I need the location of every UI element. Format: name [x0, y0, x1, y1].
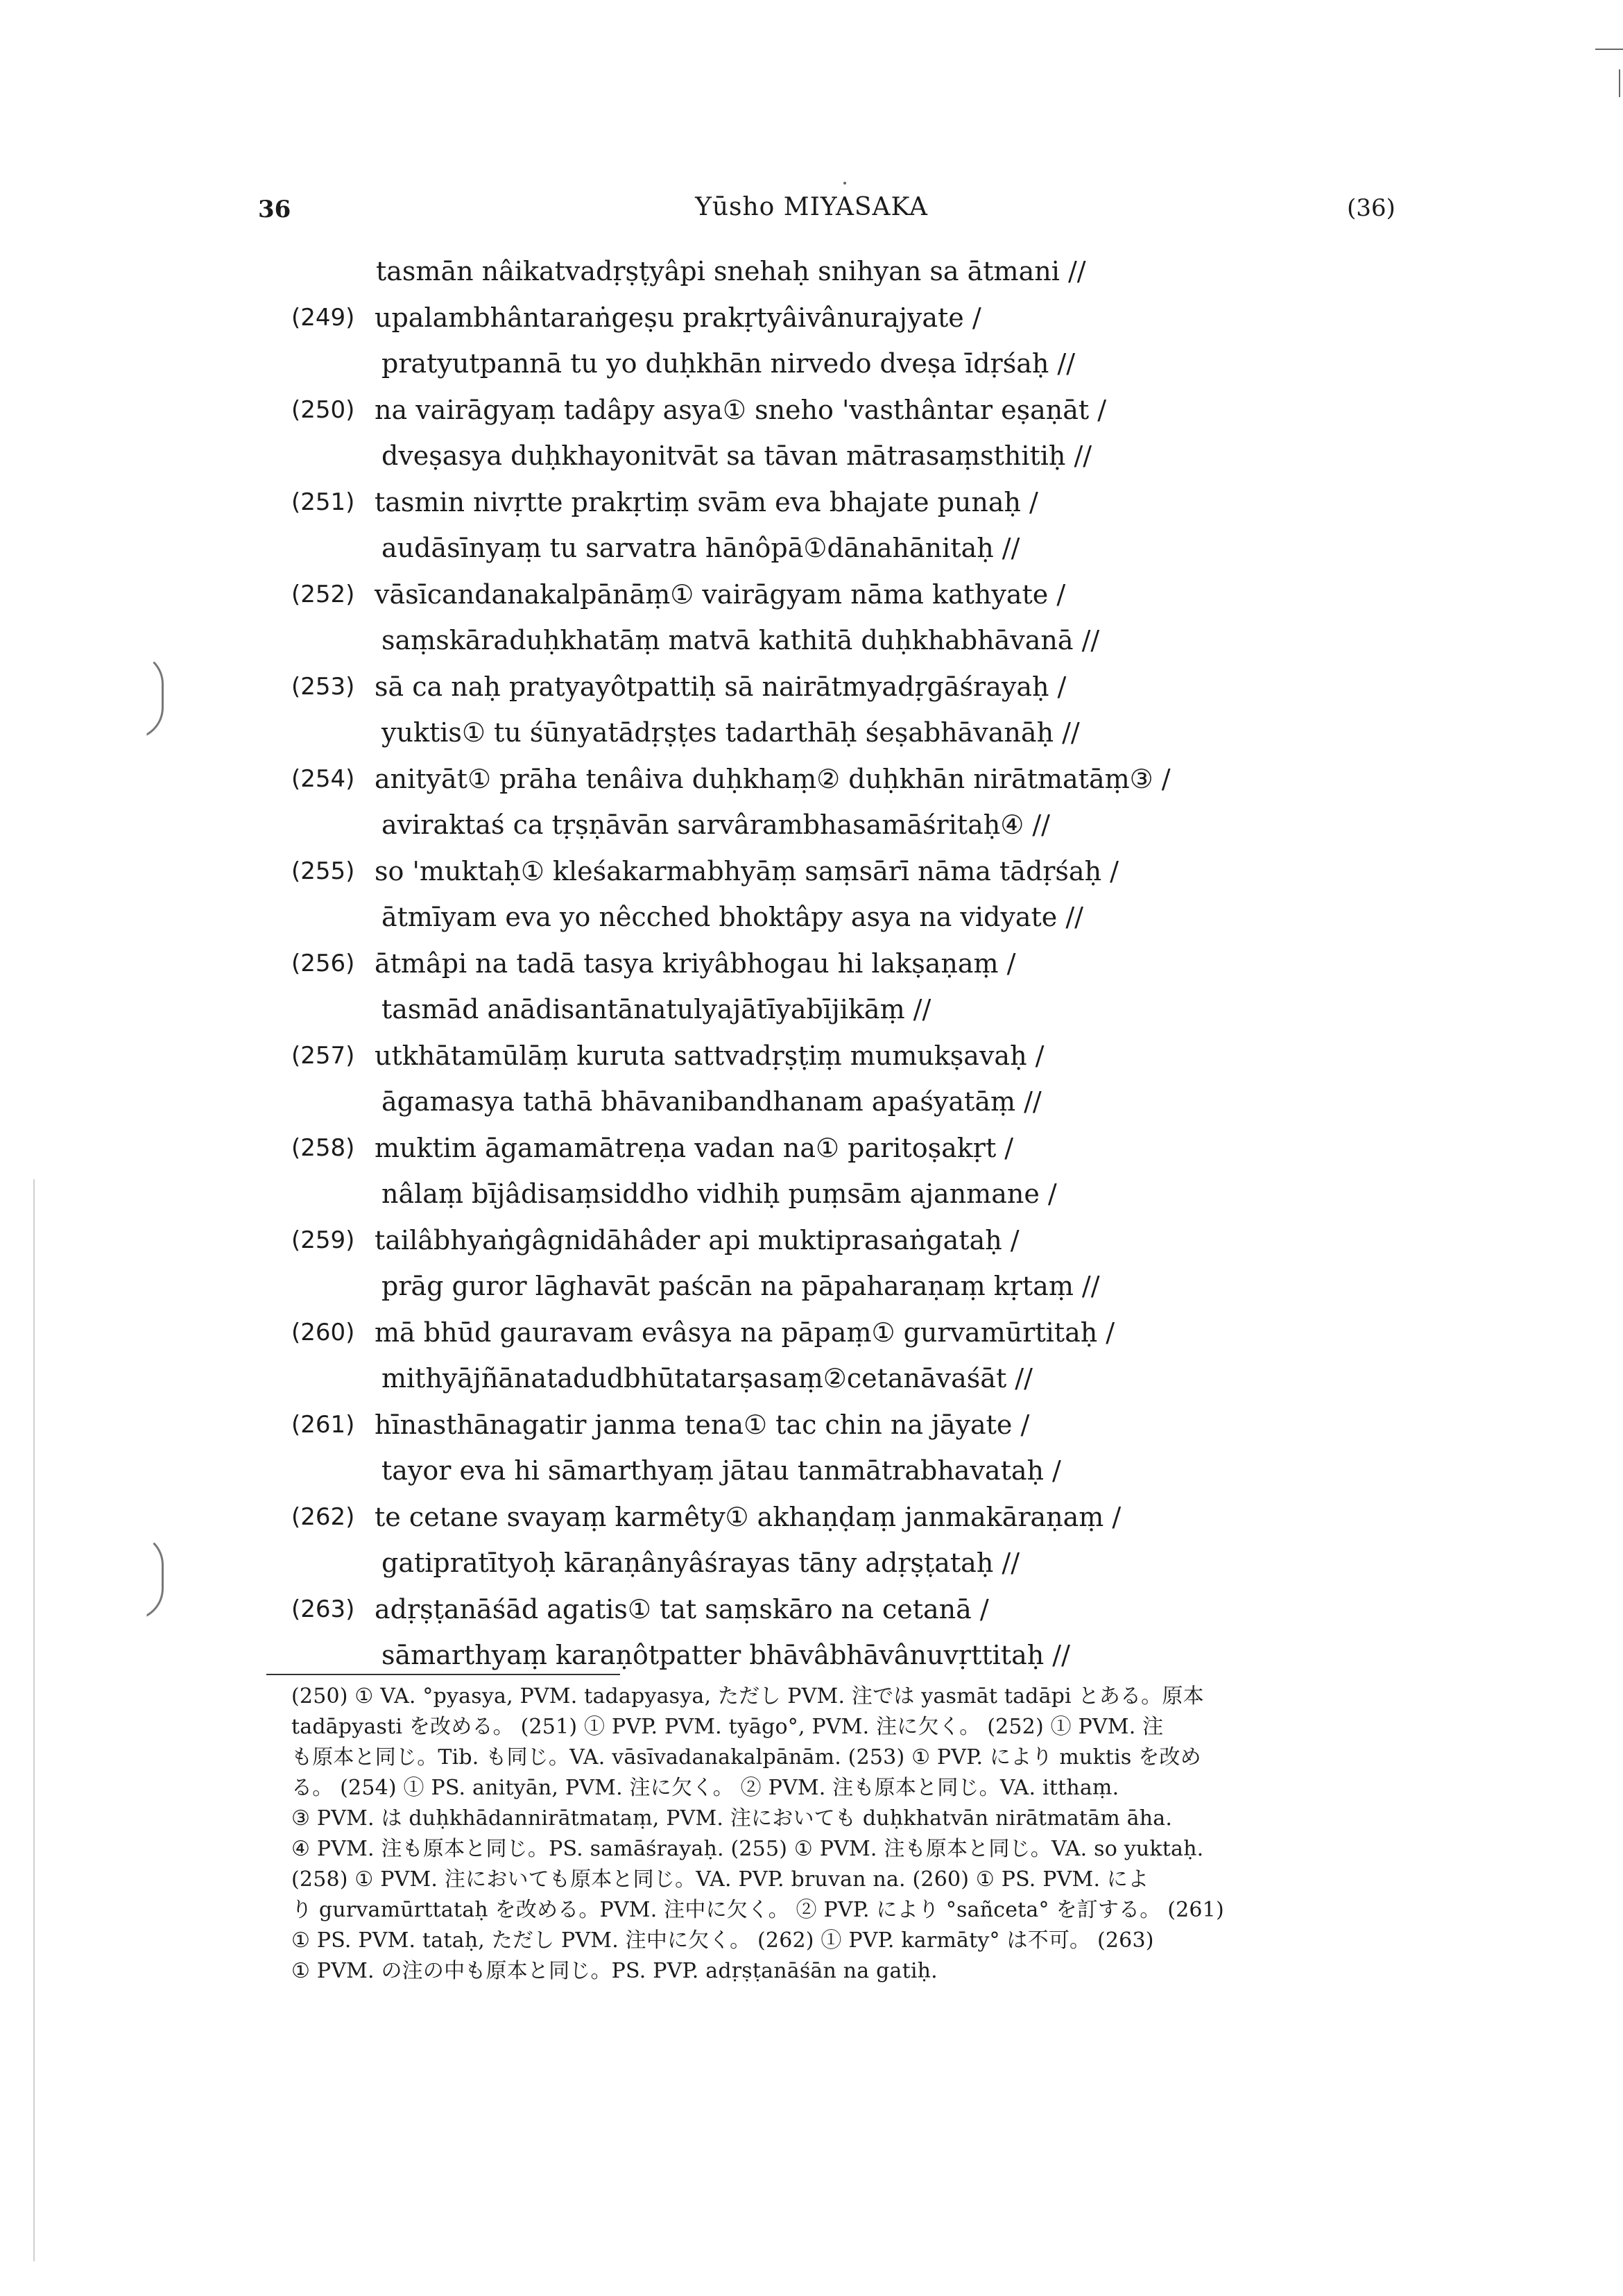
verse-text: adṛṣṭanāśād agatis① tat saṃskāro na cetanā /	[375, 1593, 989, 1625]
verse-text: vāsīcandanakalpānāṃ① vairāgyam nāma kathyate /	[375, 579, 1066, 610]
verse-line	[291, 1543, 1436, 1589]
verse-line	[291, 1081, 1436, 1128]
footnote-line: ④ PVM. 注も原本と同じ。PS. samāśrayaḥ. (255) ① PVM. 注も原本と同じ。VA. so yuktaḥ.	[291, 1837, 1204, 1861]
verse-text: muktim āgamamātreṇa vadan na① paritoṣakṛt /	[375, 1132, 1014, 1163]
verse-text: tailâbhyaṅgâgnidāhâder api muktiprasaṅgataḥ /	[375, 1224, 1020, 1256]
verse-text: tasmād anādisantānatulyajātīyabījikāṃ //	[381, 994, 931, 1025]
verse-line	[291, 251, 1436, 298]
verse-text: ātmâpi na tadā tasya kriyâbhogau hi lakṣaṇaṃ /	[375, 948, 1016, 979]
verse-text: na vairāgyaṃ tadâpy asya① sneho 'vasthântar eṣaṇāt /	[375, 394, 1107, 425]
verse-number: (257)	[291, 1041, 355, 1070]
verse-text: hīnasthānagatir janma tena① tac chin na jāyate /	[375, 1409, 1030, 1440]
verse-number: (251)	[291, 488, 355, 516]
verse-number: (256)	[291, 949, 355, 977]
scan-corner-mark-vertical	[1619, 69, 1620, 97]
verse-number: (254)	[291, 764, 355, 793]
verse-line	[291, 1405, 1436, 1451]
verse-number: (249)	[291, 303, 355, 332]
scan-corner-mark	[1595, 49, 1623, 50]
verse-text: pratyutpannā tu yo duḥkhān nirvedo dveṣa īdṛśaḥ //	[381, 348, 1076, 379]
footnote-line: ③ PVM. は duḥkhādannirātmataṃ, PVM. 注においても duḥkhatvān nirātmatām āha.	[291, 1806, 1173, 1831]
verse-line	[291, 1312, 1436, 1359]
scan-edge-line	[33, 1179, 35, 2261]
scan-dot	[843, 182, 846, 185]
verse-text: āgamasya tathā bhāvanibandhanam apaśyatāṃ //	[381, 1086, 1042, 1117]
verse-text: sāmarthyaṃ karaṇôtpatter bhāvâbhāvânuvṛttitaḥ //	[381, 1640, 1070, 1670]
verse-line	[291, 574, 1436, 621]
verse-text: upalambhântaraṅgeṣu prakṛtyâivânurajyate /	[375, 302, 981, 333]
verse-text: prāg guror lāghavāt paścān na pāpaharaṇaṃ kṛtaṃ //	[381, 1271, 1100, 1301]
verse-text: tasmin nivṛtte prakṛtiṃ svām eva bhajate punaḥ /	[375, 486, 1038, 517]
verse-line	[291, 1589, 1436, 1636]
verse-number: (250)	[291, 395, 355, 424]
verse-number: (252)	[291, 580, 355, 608]
verse-line	[291, 1220, 1436, 1267]
verse-text: mā bhūd gauravam evâsya na pāpaṃ① gurvamūrtitaḥ /	[375, 1317, 1115, 1348]
verse-text: gatipratītyoḥ kāraṇânyâśrayas tāny adṛṣṭataḥ //	[381, 1548, 1020, 1578]
footnote-line: る。 (254) ① PS. anityān, PVM. 注に欠く。 ② PVM. 注も原本と同じ。VA. itthaṃ.	[291, 1776, 1119, 1800]
verse-text: saṃskāraduḥkhatāṃ matvā kathitā duḥkhabhāvanā //	[381, 625, 1100, 656]
verse-text: nâlaṃ bījâdisaṃsiddho vidhiḥ puṃsām ajanmane /	[381, 1179, 1057, 1209]
verse-text: yuktis① tu śūnyatādṛṣṭes tadarthāḥ śeṣabhāvanāḥ //	[381, 717, 1080, 748]
verse-text: te cetane svayaṃ karmêty① akhaṇḍaṃ janmakāraṇaṃ /	[375, 1501, 1122, 1532]
verse-line	[291, 667, 1436, 713]
verse-line	[291, 989, 1436, 1036]
verse-number: (259)	[291, 1226, 355, 1254]
verse-number: (261)	[291, 1410, 355, 1439]
verse-block	[291, 251, 1436, 1681]
verse-text: tayor eva hi sāmarthyaṃ jātau tanmātrabhavataḥ /	[381, 1455, 1061, 1486]
verse-line	[291, 1266, 1436, 1312]
verse-line	[291, 390, 1436, 436]
footnote-line: も原本と同じ。Tib. も同じ。VA. vāsīvadanakalpānām. (253) ① PVP. により muktis を改め	[291, 1745, 1201, 1770]
verse-text: aviraktaś ca tṛṣṇāvān sarvârambhasamāśritaḥ④ //	[381, 809, 1050, 840]
verse-line	[291, 897, 1436, 943]
verse-text: audāsīnyaṃ tu sarvatra hānôpā①dānahānitaḥ //	[381, 533, 1020, 563]
footnote-rule	[266, 1674, 620, 1675]
verse-text: dveṣasya duḥkhayonitvāt sa tāvan mātrasaṃsthitiḥ //	[381, 440, 1092, 471]
footnote-line: ① PVM. の注の中も原本と同じ。PS. PVP. adṛṣṭanāśān na gatiḥ.	[291, 1959, 938, 1983]
verse-line	[291, 712, 1436, 759]
running-head-author: Yūsho MIYASAKA	[695, 193, 928, 221]
verse-line	[291, 1036, 1436, 1082]
page-number: 36	[258, 196, 291, 223]
verse-text: tasmān nâikatvadṛṣṭyâpi snehaḥ snihyan sa ātmani //	[376, 256, 1086, 286]
verse-text: sā ca naḥ pratyayôtpattiḥ sā nairātmyadṛgāśrayaḥ /	[375, 671, 1067, 702]
verse-line	[291, 1497, 1436, 1543]
verse-line	[291, 805, 1436, 851]
verse-line	[291, 1358, 1436, 1405]
footnote-line: り gurvamūrttataḥ を改める。PVM. 注中に欠く。 ② PVP. により °sañceta° を訂する。 (261)	[291, 1898, 1224, 1922]
verse-number: (260)	[291, 1318, 355, 1346]
verse-number: (255)	[291, 857, 355, 885]
verse-number: (262)	[291, 1502, 355, 1531]
margin-bracket-mark	[132, 1533, 164, 1620]
margin-bracket-mark	[132, 652, 164, 739]
verse-text: ātmīyam eva yo nêcched bhoktâpy asya na vidyate //	[381, 902, 1083, 932]
verse-line	[291, 620, 1436, 667]
verse-text: utkhātamūlāṃ kuruta sattvadṛṣṭiṃ mumukṣavaḥ /	[375, 1040, 1045, 1071]
verse-line	[291, 298, 1436, 344]
verse-number: (253)	[291, 672, 355, 701]
footnote-line: (250) ① VA. °pyasya, PVM. tadapyasya, ただし PVM. 注では yasmāt tadāpi とある。原本	[291, 1684, 1204, 1708]
footnotes	[291, 1681, 1457, 1987]
verse-number: (263)	[291, 1595, 355, 1623]
verse-line	[291, 851, 1436, 898]
footnote-line: (258) ① PVM. 注においても原本と同じ。VA. PVP. bruvan na. (260) ① PS. PVM. によ	[291, 1867, 1149, 1892]
verse-line	[291, 1174, 1436, 1220]
footnote-line: tadāpyasti を改める。 (251) ① PVP. PVM. tyāgo°, PVM. 注に欠く。 (252) ① PVM. 注	[291, 1715, 1164, 1739]
verse-line	[291, 343, 1436, 390]
verse-line	[291, 1128, 1436, 1174]
verse-line	[291, 943, 1436, 990]
original-page-number: (36)	[1347, 194, 1396, 222]
verse-number: (258)	[291, 1133, 355, 1162]
verse-text: mithyājñānatadudbhūtatarṣasaṃ②cetanāvaśāt //	[381, 1363, 1033, 1394]
footnote-line: ① PS. PVM. tataḥ, ただし PVM. 注中に欠く。 (262) ① PVP. karmāty° は不可。 (263)	[291, 1928, 1154, 1953]
verse-text: anityāt① prāha tenâiva duḥkhaṃ② duḥkhān nirātmatāṃ③ /	[375, 763, 1171, 794]
verse-line	[291, 482, 1436, 529]
verse-line	[291, 1450, 1436, 1497]
verse-text: so 'muktaḥ① kleśakarmabhyāṃ saṃsārī nāma tādṛśaḥ /	[375, 855, 1119, 886]
verse-line	[291, 436, 1436, 482]
verse-line	[291, 759, 1436, 805]
verse-line	[291, 528, 1436, 574]
